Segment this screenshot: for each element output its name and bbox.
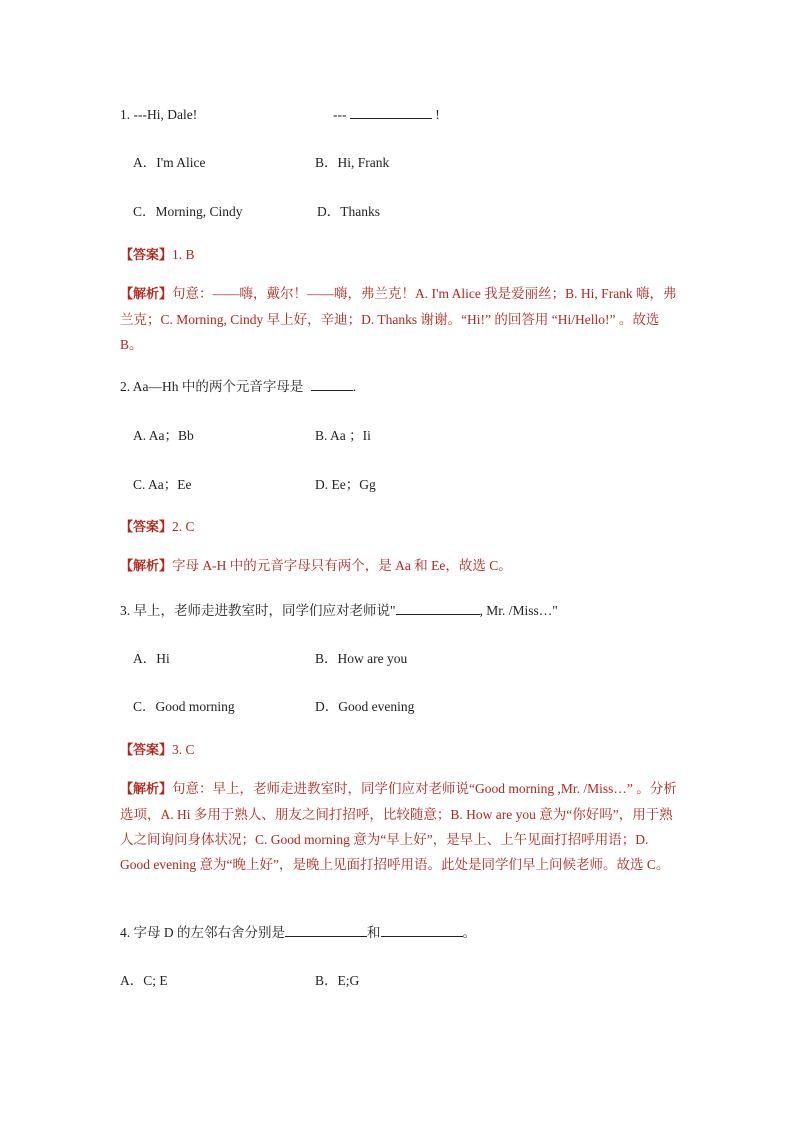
q1-answer [120, 246, 195, 265]
q3-stem-text: 3. 早上，老师走进教室时，同学们应对老师说" [120, 603, 396, 618]
q1-option-c: C．Morning, Cindy [133, 204, 243, 219]
answer-text: 1. B [172, 247, 195, 262]
q3-option-d: D．Good evening [315, 699, 415, 714]
q1-stem-part-b: --- [333, 107, 347, 122]
q1-stem [120, 106, 197, 124]
q2-stem-end: . [352, 379, 357, 394]
q3-answer [120, 741, 195, 760]
answer-text: 3. C [172, 742, 195, 757]
answer-text: 2. C [172, 519, 195, 534]
analysis-tag: 【解析】 [120, 559, 173, 574]
analysis-tag: 【解析】 [120, 287, 173, 302]
q3-blank [396, 602, 480, 615]
q4-stem-text: 4. 字母 D 的左邻右舍分别是 [120, 925, 285, 940]
q4-option-b: B．E;G [315, 973, 360, 988]
q2-stem [120, 378, 356, 396]
q2-option-a: A. Aa；Bb [133, 428, 194, 443]
q4-blank-left [285, 924, 367, 937]
q1-stem-end: ! [435, 107, 440, 122]
q3-option-c: C．Good morning [133, 699, 235, 714]
analysis-tag: 【解析】 [120, 782, 173, 797]
q3-stem-end: , Mr. /Miss…" [479, 603, 558, 618]
q3-stem [120, 602, 558, 620]
q4-option-a: A．C; E [120, 973, 168, 988]
q2-option-c: C. Aa；Ee [133, 477, 192, 492]
q1-analysis [120, 281, 680, 357]
analysis-text: 句意：早上，老师走进教室时，同学们应对老师说“Good morning ,Mr. /Miss…” 。分析选项，A. Hi 多用于熟人、朋友之间打招呼，比较随意；B. How are you 意为“你好吗”，用于熟人之间询问身体状况；C. Good morning 意为“早上好”，是早上、上午见面打招呼用语；D. Good evening 意为“晚上好”，是晚上见面打招呼用语。此处是同学们早上问候老师。故选 C。 [120, 781, 677, 872]
q1-option-a: A．I'm Alice [133, 155, 206, 170]
q4-stem-end: 。 [462, 925, 476, 940]
q3-option-a: A．Hi [133, 651, 170, 666]
q2-blank [311, 378, 353, 391]
q2-option-b: B. Aa ；Ii [315, 428, 371, 443]
q2-answer [120, 518, 195, 537]
q2-stem-text: 2. Aa—Hh 中的两个元音字母是 [120, 379, 304, 394]
answer-tag: 【答案】 [120, 248, 173, 263]
q1-option-b: B．Hi, Frank [315, 155, 390, 170]
analysis-text: 字母 A-H 中的元音字母只有两个，是 Aa 和 Ee，故选 C。 [172, 558, 512, 573]
q4-stem [120, 924, 476, 942]
q3-option-b: B．How are you [315, 651, 408, 666]
q2-analysis [120, 553, 680, 579]
q4-stem-mid: 和 [367, 925, 381, 940]
q1-option-d: D．Thanks [317, 204, 380, 219]
q1-stem-part-a: 1. ---Hi, Dale! [120, 107, 198, 122]
q1-response [333, 106, 440, 124]
answer-tag: 【答案】 [120, 520, 173, 535]
answer-tag: 【答案】 [120, 743, 173, 758]
analysis-text: 句意：——嗨，戴尔！——嗨，弗兰克！A. I'm Alice 我是爱丽丝；B. Hi, Frank 嗨，弗兰克；C. Morning, Cindy 早上好，辛迪；D. Thanks 谢谢。“Hi!” 的回答用 “Hi/Hello!” 。故选 B。 [120, 286, 677, 352]
q3-analysis [120, 776, 680, 877]
q4-blank-right [381, 924, 463, 937]
q2-option-d: D. Ee；Gg [315, 477, 376, 492]
q1-blank [350, 106, 432, 119]
